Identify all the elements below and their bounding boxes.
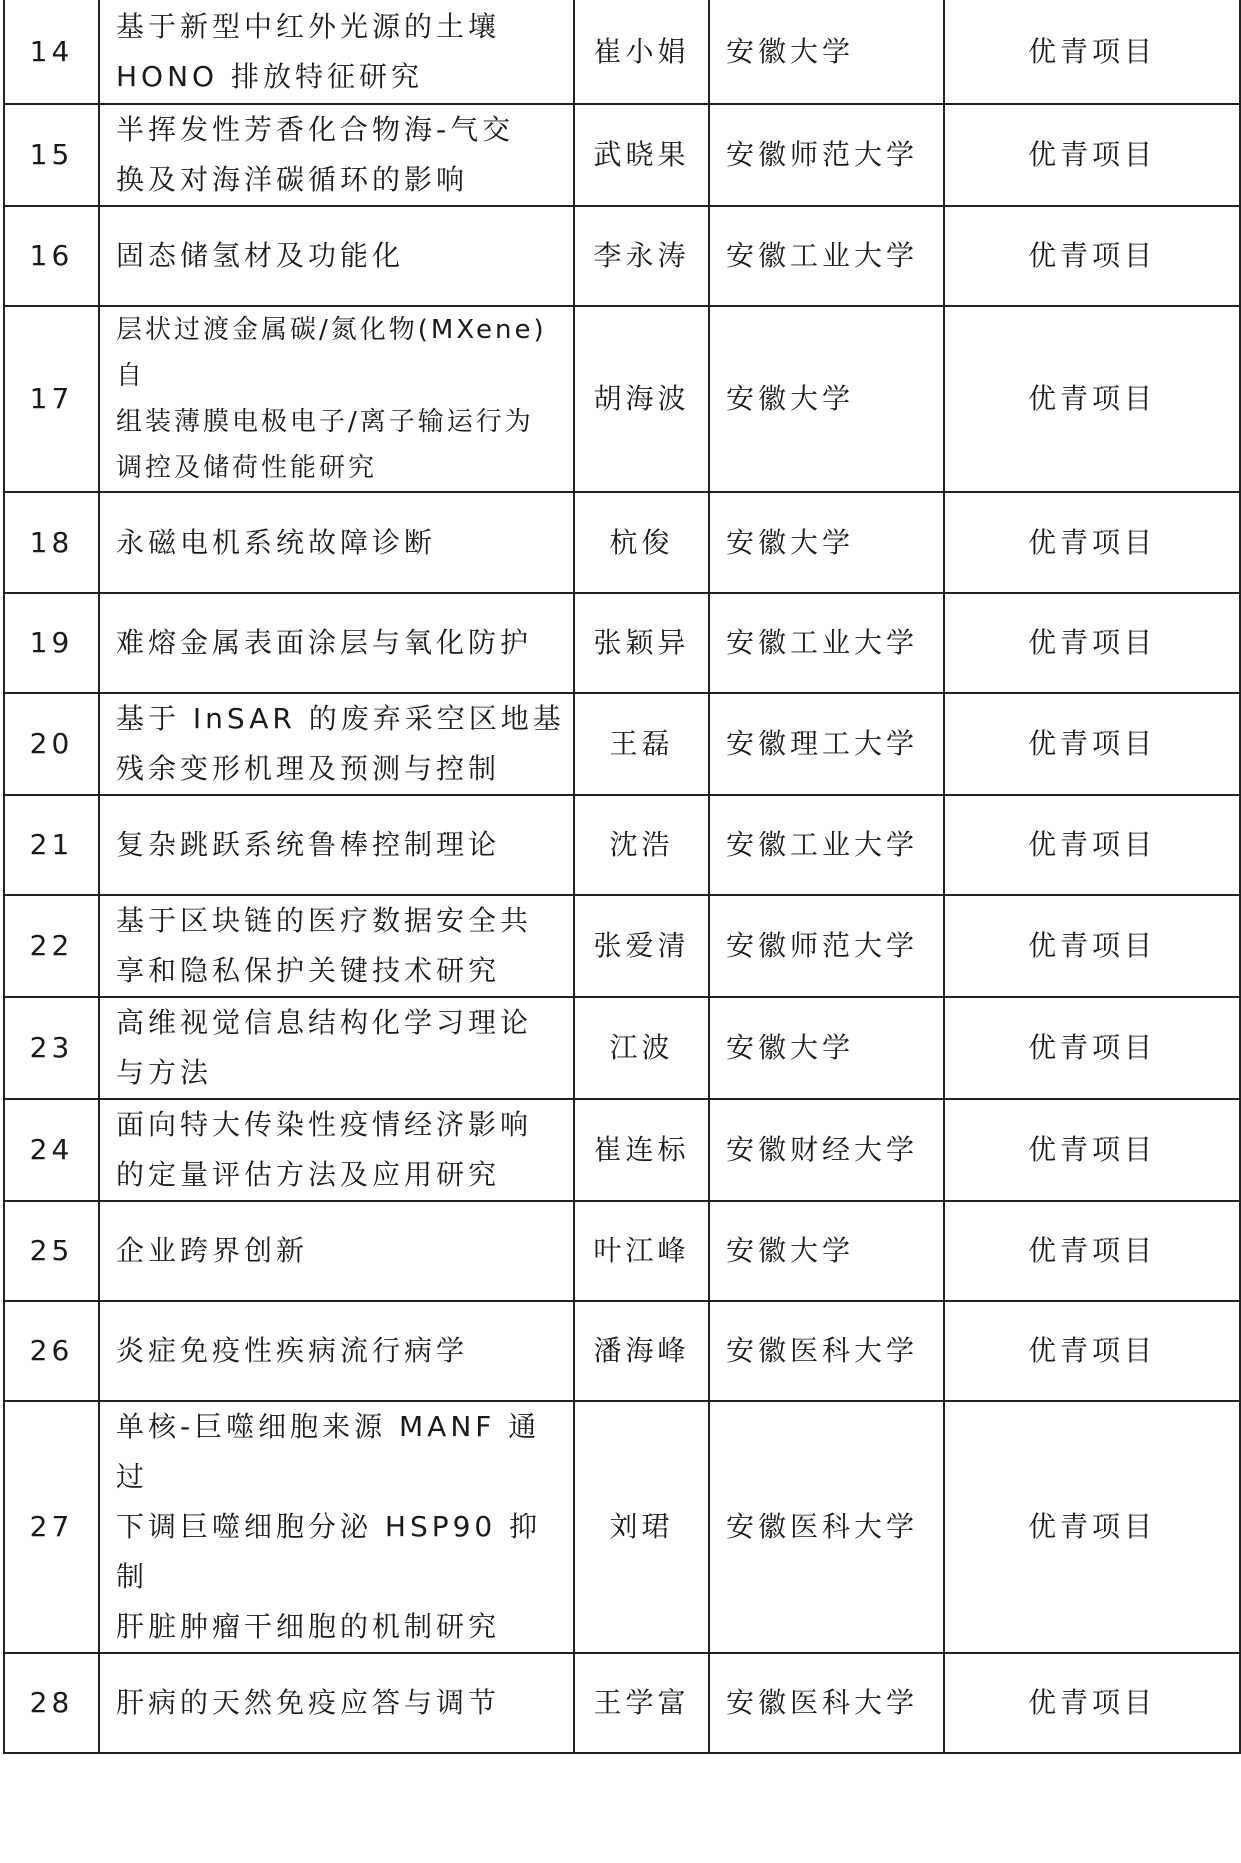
- institution: 安徽大学: [709, 997, 944, 1099]
- table-row: [4, 997, 1240, 1099]
- table-row: [4, 1099, 1240, 1201]
- project-leader: 武晓果: [574, 104, 709, 206]
- project-title: [99, 1301, 574, 1401]
- row-number: 27: [4, 1401, 99, 1653]
- project-title: [99, 206, 574, 306]
- project-title-line: 半挥发性芳香化合物海-气交: [116, 113, 515, 146]
- table-row: [4, 693, 1240, 795]
- institution: 安徽师范大学: [709, 104, 944, 206]
- row-number: 17: [4, 306, 99, 492]
- institution: 安徽医科大学: [709, 1301, 944, 1401]
- row-number: 20: [4, 693, 99, 795]
- project-title-line: 企业跨界创新: [116, 1234, 309, 1267]
- row-number: 15: [4, 104, 99, 206]
- project-title: [99, 997, 574, 1099]
- project-leader: 江波: [574, 997, 709, 1099]
- project-title-line: 享和隐私保护关键技术研究: [116, 954, 501, 987]
- project-leader: 崔小娟: [574, 0, 709, 104]
- project-title-line: 组装薄膜电极电子/离子输运行为: [116, 407, 534, 437]
- project-title-line: 肝病的天然免疫应答与调节: [116, 1686, 501, 1719]
- project-category: 优青项目: [944, 997, 1240, 1099]
- project-category: 优青项目: [944, 104, 1240, 206]
- project-title-line: 复杂跳跃系统鲁棒控制理论: [116, 828, 501, 861]
- project-title-line: 基于区块链的医疗数据安全共: [116, 904, 533, 937]
- row-number: 23: [4, 997, 99, 1099]
- institution: 安徽财经大学: [709, 1099, 944, 1201]
- project-category: 优青项目: [944, 206, 1240, 306]
- project-title-line: 的定量评估方法及应用研究: [116, 1158, 501, 1191]
- project-category: 优青项目: [944, 693, 1240, 795]
- project-category: 优青项目: [944, 1099, 1240, 1201]
- project-category: 优青项目: [944, 1201, 1240, 1301]
- project-title-line: 固态储氢材及功能化: [116, 239, 405, 272]
- project-title-line: 高维视觉信息结构化学习理论: [116, 1006, 533, 1039]
- project-title-line: 层状过渡金属碳/氮化物(MXene)自: [116, 315, 547, 391]
- project-leader: 李永涛: [574, 206, 709, 306]
- institution: 安徽大学: [709, 492, 944, 593]
- project-title-line: 下调巨噬细胞分泌 HSP90 抑制: [116, 1510, 542, 1593]
- table-row: [4, 104, 1240, 206]
- row-number: 22: [4, 895, 99, 997]
- row-number: 21: [4, 795, 99, 895]
- project-title: [99, 492, 574, 593]
- project-title-line: 与方法: [116, 1056, 213, 1089]
- row-number: 24: [4, 1099, 99, 1201]
- project-title-line: 单核-巨噬细胞来源 MANF 通过: [116, 1410, 541, 1493]
- row-number: 28: [4, 1653, 99, 1753]
- table-row: [4, 0, 1240, 104]
- project-leader: 王学富: [574, 1653, 709, 1753]
- project-leader: 潘海峰: [574, 1301, 709, 1401]
- institution: 安徽理工大学: [709, 693, 944, 795]
- project-title-line: 炎症免疫性疾病流行病学: [116, 1334, 469, 1367]
- table-row: [4, 492, 1240, 593]
- project-category: 优青项目: [944, 492, 1240, 593]
- project-leader: 张爱清: [574, 895, 709, 997]
- row-number: 18: [4, 492, 99, 593]
- project-title: [99, 593, 574, 693]
- project-category: 优青项目: [944, 306, 1240, 492]
- institution: 安徽医科大学: [709, 1653, 944, 1753]
- table-row: [4, 1301, 1240, 1401]
- table-row: [4, 1201, 1240, 1301]
- project-leader: 崔连标: [574, 1099, 709, 1201]
- row-number: 19: [4, 593, 99, 693]
- project-title-line: HONO 排放特征研究: [116, 59, 423, 93]
- project-title: [99, 1099, 574, 1201]
- row-number: 14: [4, 0, 99, 104]
- table-row: [4, 206, 1240, 306]
- institution: 安徽大学: [709, 306, 944, 492]
- institution: 安徽工业大学: [709, 795, 944, 895]
- project-title: [99, 0, 574, 104]
- table-row: [4, 306, 1240, 492]
- institution: 安徽工业大学: [709, 206, 944, 306]
- project-category: 优青项目: [944, 795, 1240, 895]
- table-row: [4, 1401, 1240, 1653]
- project-leader: 王磊: [574, 693, 709, 795]
- institution: 安徽工业大学: [709, 593, 944, 693]
- project-category: 优青项目: [944, 593, 1240, 693]
- project-title-line: 难熔金属表面涂层与氧化防护: [116, 626, 533, 659]
- project-title-line: 换及对海洋碳循环的影响: [116, 163, 469, 196]
- project-category: 优青项目: [944, 1401, 1240, 1653]
- row-number: 16: [4, 206, 99, 306]
- project-category: 优青项目: [944, 895, 1240, 997]
- project-title: [99, 104, 574, 206]
- project-category: 优青项目: [944, 1653, 1240, 1753]
- table-row: [4, 1653, 1240, 1753]
- table-row: [4, 895, 1240, 997]
- row-number: 25: [4, 1201, 99, 1301]
- institution: 安徽大学: [709, 0, 944, 104]
- project-table: [3, 0, 1241, 1754]
- project-title: [99, 306, 574, 492]
- project-leader: 刘珺: [574, 1401, 709, 1653]
- project-category: 优青项目: [944, 0, 1240, 104]
- project-title-line: 永磁电机系统故障诊断: [116, 525, 437, 559]
- project-leader: 张颖异: [574, 593, 709, 693]
- project-title: [99, 1401, 574, 1653]
- project-title: [99, 895, 574, 997]
- row-number: 26: [4, 1301, 99, 1401]
- institution: 安徽大学: [709, 1201, 944, 1301]
- project-title-line: 基于新型中红外光源的土壤: [116, 9, 501, 43]
- project-title-line: 基于 InSAR 的废弃采空区地基: [116, 702, 565, 735]
- institution: 安徽师范大学: [709, 895, 944, 997]
- table-row: [4, 593, 1240, 693]
- project-title-line: 残余变形机理及预测与控制: [116, 752, 501, 785]
- project-title-line: 面向特大传染性疫情经济影响: [116, 1108, 533, 1141]
- project-title: [99, 1653, 574, 1753]
- project-leader: 沈浩: [574, 795, 709, 895]
- project-category: 优青项目: [944, 1301, 1240, 1401]
- project-leader: 胡海波: [574, 306, 709, 492]
- project-title-line: 肝脏肿瘤干细胞的机制研究: [116, 1610, 501, 1643]
- institution: 安徽医科大学: [709, 1401, 944, 1653]
- project-title: [99, 1201, 574, 1301]
- table-row: [4, 795, 1240, 895]
- project-title-line: 调控及储荷性能研究: [116, 453, 378, 483]
- project-leader: 杭俊: [574, 492, 709, 593]
- project-title: [99, 693, 574, 795]
- project-leader: 叶江峰: [574, 1201, 709, 1301]
- project-title: [99, 795, 574, 895]
